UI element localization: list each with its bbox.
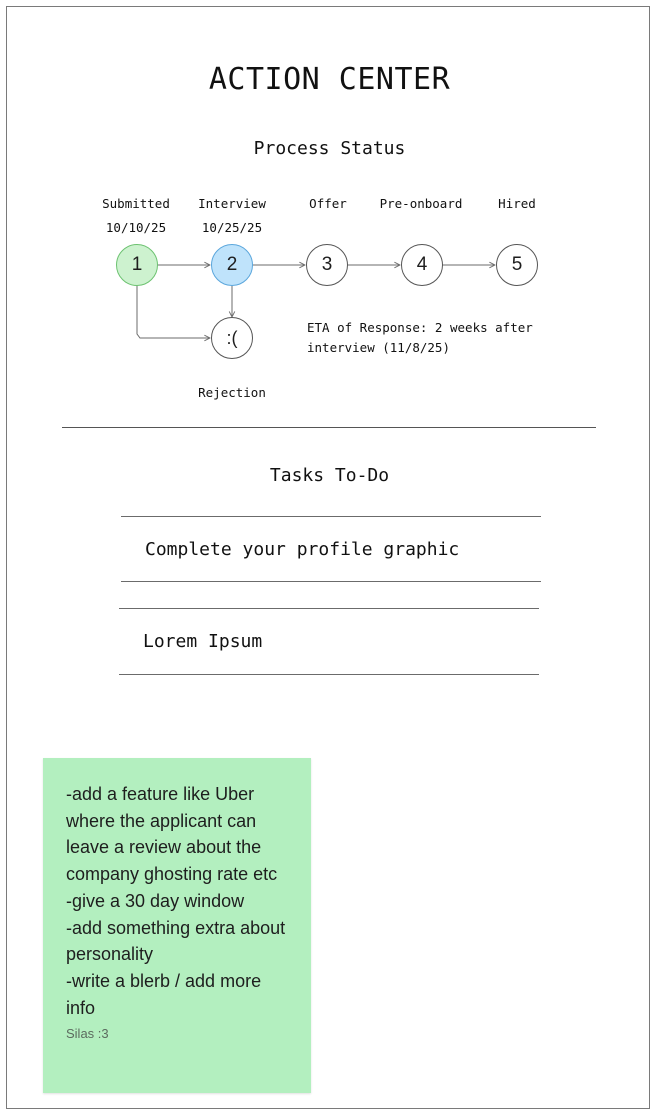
step-circle-5[interactable]: 5 xyxy=(496,244,538,286)
step-label-hired: Hired xyxy=(498,196,536,211)
page-title: ACTION CENTER xyxy=(208,62,451,97)
step-label-submitted: Submitted xyxy=(102,196,170,211)
step-circle-4[interactable]: 4 xyxy=(401,244,443,286)
process-status-title: Process Status xyxy=(253,138,406,159)
task-label: Lorem Ipsum xyxy=(143,631,263,652)
step-circle-2[interactable]: 2 xyxy=(211,244,253,286)
rejection-circle[interactable]: :( xyxy=(211,317,253,359)
sticky-note-line: -add a feature like Uber where the applicant can leave a review about the company ghosting rate etc xyxy=(66,784,278,885)
arrow-1-to-rejection xyxy=(137,286,210,338)
sticky-note-line: -write a blerb / add more info xyxy=(66,970,267,1018)
sticky-note-line: -add something extra about personality xyxy=(66,917,291,965)
step-label-interview: Interview xyxy=(198,196,266,211)
section-divider xyxy=(62,427,596,428)
step-date-submitted: 10/10/25 xyxy=(105,220,167,235)
rejection-label: Rejection xyxy=(198,385,266,400)
task-item-lorem-ipsum[interactable] xyxy=(119,608,539,675)
eta-text: ETA of Response: 2 weeks after interview (11/8/25) xyxy=(307,320,533,355)
step-date-interview: 10/25/25 xyxy=(201,220,263,235)
task-item-profile-graphic[interactable] xyxy=(121,516,541,582)
sticky-note[interactable] xyxy=(43,758,311,1093)
step-circle-1[interactable]: 1 xyxy=(116,244,158,286)
task-label: Complete your profile graphic xyxy=(145,538,460,560)
sticky-note-author: Silas :3 xyxy=(66,1026,109,1042)
step-label-pre-onboard: Pre-onboard xyxy=(379,196,463,211)
step-circle-3[interactable]: 3 xyxy=(306,244,348,286)
sticky-note-line: -give a 30 day window xyxy=(66,890,245,911)
tasks-title: Tasks To-Do xyxy=(269,465,390,486)
step-label-offer: Offer xyxy=(309,196,347,211)
